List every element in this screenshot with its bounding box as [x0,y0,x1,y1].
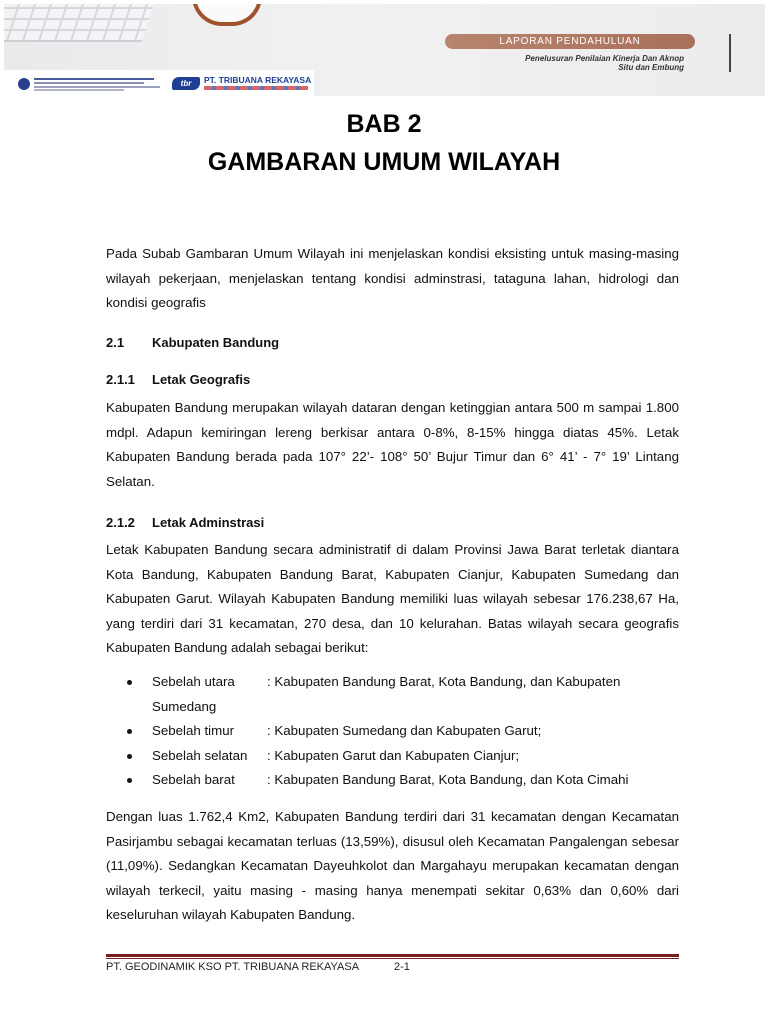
report-label: LAPORAN PENDAHULUAN [445,34,695,49]
tribuana-logo [170,75,310,93]
section-title: Kabupaten Bandung [152,335,280,350]
report-subtitle [454,54,684,72]
border-value-continuation: Sumedang [152,698,217,714]
report-subtitle-line2: Situ dan Embung [618,63,684,72]
section-heading-2-1-1 [106,372,250,387]
list-item [127,744,680,769]
border-value: : Kabupaten Bandung Barat, Kota Bandung, dan Kabupaten [267,674,621,689]
bullet-icon [127,778,132,783]
section-number: 2.1.2 [106,515,135,530]
chapter-number: BAB 2 [346,110,422,138]
tribuana-logo-mark: tbr [172,77,200,90]
intro-paragraph: Pada Subab Gambaran Umum Wilayah ini menjelaskan kondisi eksisting untuk masing-masing wilayah pekerjaan, menjelaskan tentang kondisi adminstrasi, tataguna lahan, hidrologi dan kondisi geografis [106,246,679,310]
border-label: Sebelah selatan [152,747,248,763]
section-heading-2-1-2 [106,515,264,530]
adminstrasi-paragraph: Letak Kabupaten Bandung secara administratif di dalam Provinsi Jawa Barat terletak diantara Kota Bandung, Kabupaten Bandung Barat, Kabupaten Cianjur, Kabupaten Sumedang dan Kabupaten Garut. Wilayah Kabupaten Bandung memiliki luas wilayah sebesar 176.238,67 Ha, yang terdiri dari 31 kecamatan, 270 desa, dan 10 kelurahan. Batas wilayah secara geografis Kabupaten Bandung adalah sebagai berikut: [106,542,679,655]
border-value: : Kabupaten Bandung Barat, Kota Bandung, dan Kota Cimahi [267,772,629,787]
list-item [127,670,680,719]
page-number: 2-1 [394,961,410,973]
border-label: Sebelah utara [152,674,235,689]
list-item [127,768,680,793]
list-item [127,719,680,744]
section-title: Letak Geografis [152,372,251,387]
border-list [127,670,680,793]
report-subtitle-line1: Penelusuran Penilaian Kinerja Dan Aknop [525,54,684,63]
chapter-title: GAMBARAN UMUM WILAYAH [207,148,561,176]
border-value: : Kabupaten Sumedang dan Kabupaten Garut; [267,723,542,738]
tribuana-logo-name: PT. TRIBUANA REKAYASA [204,75,312,85]
border-value: : Kabupaten Garut dan Kabupaten Cianjur; [267,747,520,763]
banner-divider [729,34,731,72]
section-title: Letak Adminstrasi [152,515,265,530]
bullet-icon [127,754,132,759]
keyboard-image [4,4,154,42]
border-label: Sebelah barat [152,772,235,787]
geografis-paragraph: Kabupaten Bandung merupakan wilayah dataran dengan ketinggian antara 500 m sampai 1.800 mdpl. Adapun kemiringan lereng berkisar antara 0-8%, 8-15% hingga diatas 45%. Letak Kabupaten Bandung berada pada 107° 22’- 108° 50’ Bujur Timur dan 6° 41’ - 7° 19’ Lintang Selatan. [106,400,679,489]
section-heading-2-1 [106,335,279,350]
header-banner [4,4,765,96]
section-number: 2.1 [106,335,125,350]
footer-rule [106,954,679,957]
geodinamik-logo [16,76,166,92]
footer-company: PT. GEODINAMIK KSO PT. TRIBUANA REKAYASA [106,961,360,973]
bullet-icon [127,680,132,685]
luas-paragraph: Dengan luas 1.762,4 Km2, Kabupaten Bandung terdiri dari 31 kecamatan dengan Kecamatan Pasirjambu sebagai kecamatan terluas (13,59%), disusul oleh Kecamatan Pangalengan sebesar (11,09%). Sedangkan Kecamatan Dayeuhkolot dan Margahayu merupakan kecamatan dengan wilayah terkecil, yaitu masing - masing hanya menempati sekitar 0,63% dan 0,60% dari keseluruhan wilayah Kabupaten Bandung. [106,809,679,922]
bullet-icon [127,729,132,734]
border-label: Sebelah timur [152,723,235,738]
footer-rule-thin [106,958,679,959]
coffee-mug-image [192,4,262,26]
section-number: 2.1.1 [106,372,135,387]
